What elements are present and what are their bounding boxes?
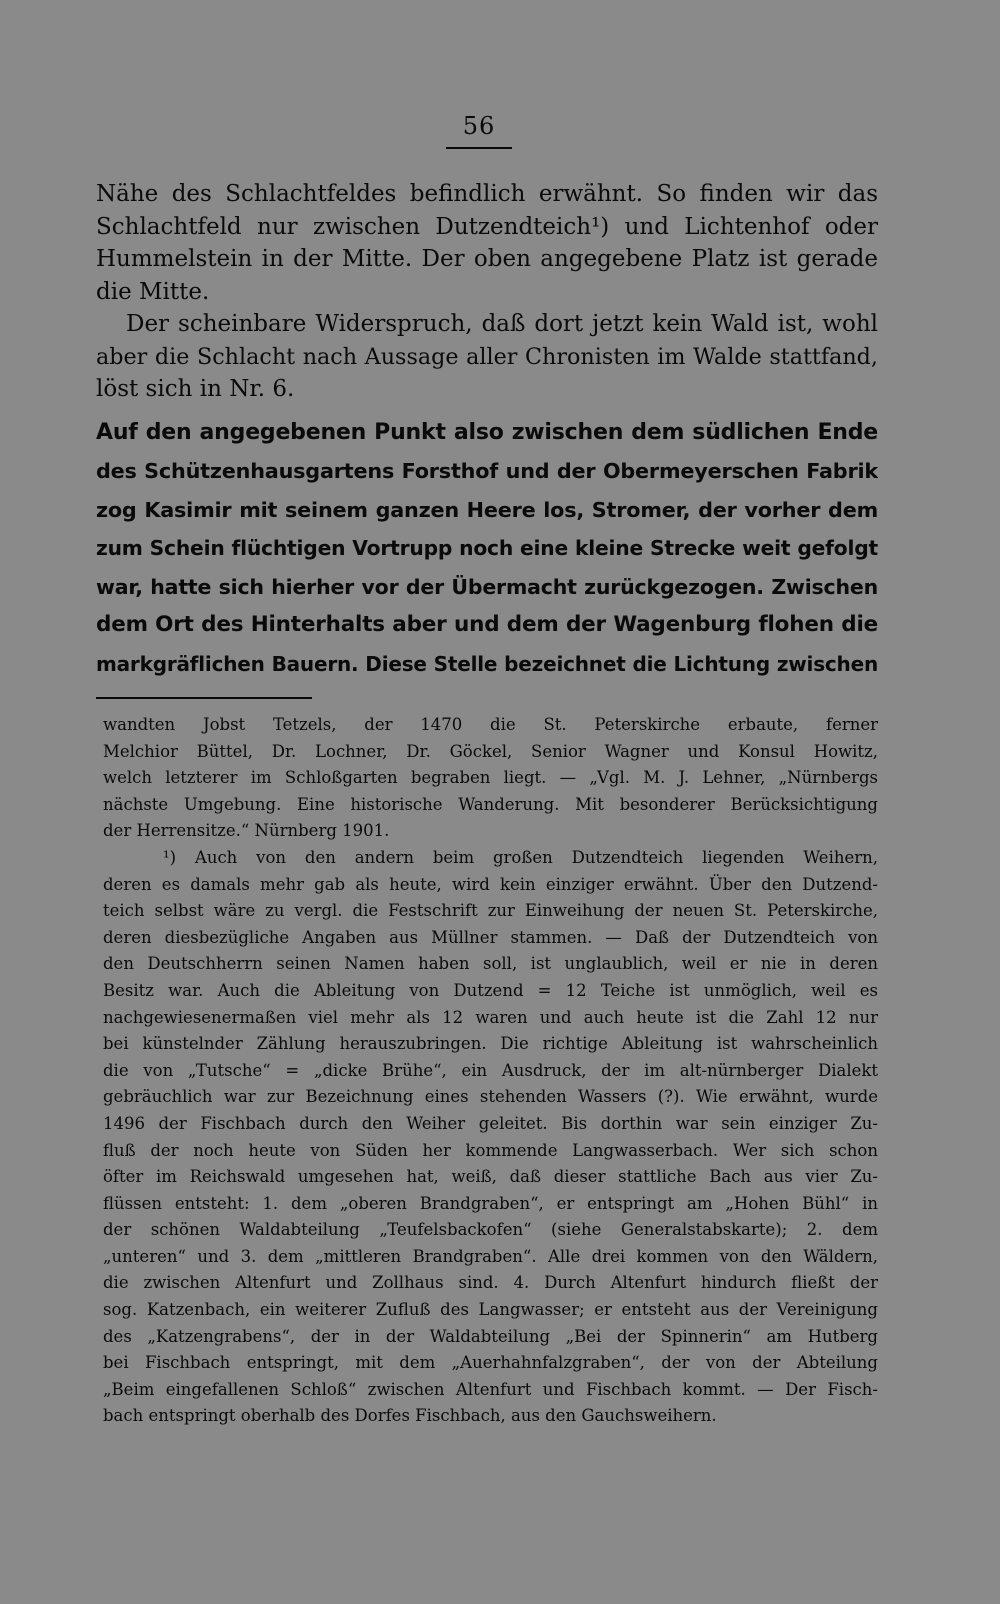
bold-paragraph	[96, 414, 878, 684]
paragraph-1	[96, 178, 878, 308]
footnote-line: wandten Jobst Tetzels, der 1470 die St. Peterskirche erbaute, ferner	[103, 715, 878, 734]
footnote-line: gebräuchlich war zur Bezeichnung eines stehenden Wassers (?). Wie erwähnt, wurde	[103, 1087, 878, 1107]
footnote-separator	[96, 697, 312, 699]
footnote-line: flüssen entsteht: 1. dem „oberen Brandgraben“, er entspringt am „Hohen Bühl“ in	[103, 1193, 878, 1213]
bold-text-line: zog Kasimir mit seinem ganzen Heere los, Stromer, der vorher dem	[96, 497, 878, 522]
text-line: aber die Schlacht nach Aussage aller Chronisten im Walde stattfand,	[96, 343, 878, 370]
main-text	[96, 178, 878, 684]
footnote-line: die zwischen Altenfurt und Zollhaus sind. 4. Durch Altenfurt hindurch fließt der	[103, 1273, 878, 1293]
footnote-line: bach entspringt oberhalb des Dorfes Fischbach, aus den Gauchsweihern.	[103, 1406, 717, 1426]
footnote-line: nächste Umgebung. Eine historische Wanderung. Mit besonderer Berücksichtigung	[103, 794, 878, 814]
footnote-line: 1496 der Fischbach durch den Weiher geleitet. Bis dorthin war sein einziger Zu-	[103, 1113, 878, 1133]
text-line: Schlachtfeld nur zwischen Dutzendteich¹) und Lichtenhof oder	[96, 213, 878, 240]
footnote-line: Melchior Büttel, Dr. Lochner, Dr. Göckel, Senior Wagner und Konsul Howitz,	[103, 741, 878, 761]
footnote-line: bei künstelnder Zählung herauszubringen. Die richtige Ableitung ist wahrscheinlich	[103, 1034, 878, 1054]
text-line: Hummelstein in der Mitte. Der oben angegebene Platz ist gerade	[96, 246, 878, 272]
footnote-line: teich selbst wäre zu vergl. die Festschrift zur Einweihung der neuen St. Peterskirche,	[103, 901, 878, 921]
footnote-line: Besitz war. Auch die Ableitung von Dutzend = 12 Teiche ist unmöglich, weil es	[103, 980, 878, 1000]
bold-text-line: des Schützenhausgartens Forsthof und der Obermeyerschen Fabrik	[96, 459, 878, 484]
footnotes	[103, 712, 878, 1430]
bold-text-line: dem Ort des Hinterhalts aber und dem der Wagenburg flohen die	[96, 612, 878, 638]
paragraph-2	[96, 308, 878, 406]
footnote-line: deren es damals mehr gab als heute, wird kein einziger erwähnt. Über den Dutzend-	[103, 874, 878, 894]
bold-text-line: Auf den angegebenen Punkt also zwischen dem südlichen Ende	[96, 419, 878, 445]
footnote-1	[103, 845, 878, 1430]
footnote-continuation	[103, 712, 878, 845]
text-line: löst sich in Nr. 6.	[96, 376, 295, 402]
footnote-line: des „Katzengrabens“, der in der Waldabteilung „Bei der Spinnerin“ am Hutberg	[103, 1326, 878, 1346]
footnote-line: fluß der noch heute von Süden her kommende Langwasserbach. Wer sich schon	[103, 1140, 878, 1160]
footnote-line: deren diesbezügliche Angaben aus Müllner stammen. — Daß der Dutzendteich von	[103, 927, 878, 947]
footnote-line: welch letzterer im Schloßgarten begraben liegt. — „Vgl. M. J. Lehner, „Nürnbergs	[103, 768, 878, 788]
bold-text-line: zum Schein flüchtigen Vortrupp noch eine kleine Strecke weit gefolgt	[96, 536, 878, 561]
text-line: Der scheinbare Widerspruch, daß dort jetzt kein Wald ist, wohl	[126, 311, 878, 337]
page-number: 56	[462, 112, 496, 140]
bold-text-line: war, hatte sich hierher vor der Übermacht zurückgezogen. Zwischen	[96, 574, 878, 599]
footnote-line: der Herrensitze.“ Nürnberg 1901.	[103, 821, 390, 841]
bold-text-line: markgräflichen Bauern. Diese Stelle bezeichnet die Lichtung zwischen	[96, 652, 878, 677]
text-line: die Mitte.	[96, 278, 210, 305]
footnote-line: öfter im Reichswald umgesehen hat, weiß, daß dieser stattliche Bach aus vier Zu-	[103, 1167, 878, 1187]
footnote-line: sog. Katzenbach, ein weiterer Zufluß des Langwasser; er entsteht aus der Vereinigung	[103, 1300, 878, 1320]
footnote-line: nachgewiesenermaßen viel mehr als 12 waren und auch heute ist die Zahl 12 nur	[103, 1007, 878, 1027]
footnote-line: den Deutschherrn seinen Namen haben soll, ist unglaublich, weil er nie in deren	[103, 954, 878, 974]
footnote-line: die von „Tutsche“ = „dicke Brühe“, ein Ausdruck, der im alt-nürnberger Dialekt	[103, 1060, 878, 1080]
footnote-line: „unteren“ und 3. dem „mittleren Brandgraben“. Alle drei kommen von den Wäldern,	[103, 1246, 878, 1266]
footnote-line: bei Fischbach entspringt, mit dem „Auerhahnfalzgraben“, der von der Abteilung	[103, 1353, 878, 1373]
page-number-underline	[446, 147, 512, 149]
footnote-line: der schönen Waldabteilung „Teufelsbackofen“ (siehe Generalstabskarte); 2. dem	[103, 1220, 878, 1240]
footnote-line: „Beim eingefallenen Schloß“ zwischen Altenfurt und Fischbach kommt. — Der Fisch-	[103, 1379, 878, 1399]
footnote-line: ¹) Auch von den andern beim großen Dutzendteich liegenden Weihern,	[163, 847, 878, 867]
text-line: Nähe des Schlachtfeldes befindlich erwähnt. So finden wir das	[96, 181, 878, 207]
